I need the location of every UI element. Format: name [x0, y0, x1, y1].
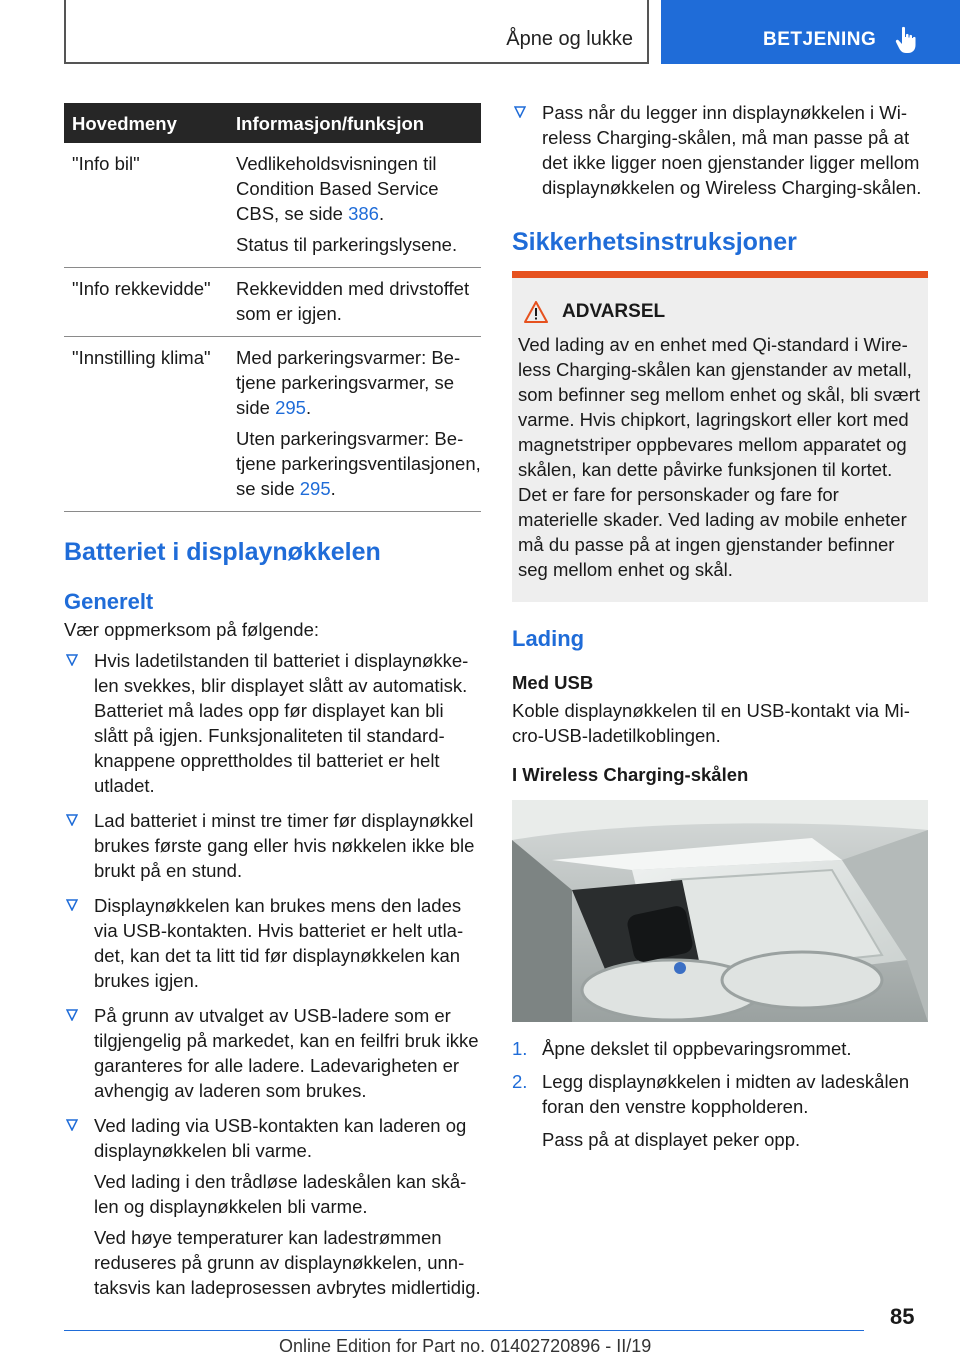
info-text: . [378, 203, 385, 224]
info-text: Uten parkeringsvarmer: Betjene parkeringsventilasjonen, se side [236, 428, 481, 499]
warning-triangle-icon [524, 301, 548, 323]
step-number: 2. [512, 1071, 528, 1092]
page-reference-link[interactable]: 295 [299, 478, 331, 499]
list-item [512, 100, 928, 200]
header-section-box [661, 0, 960, 64]
page-header [0, 0, 960, 66]
usb-title: Med USB [512, 672, 594, 693]
footer-divider [64, 1330, 864, 1331]
table-header-cell: Informasjon/funksjon [228, 103, 481, 143]
table-row [64, 337, 481, 512]
step-text: Legg displaynøkkelen i midten av ladeskålen foran den venstre koppholderen. [542, 1071, 910, 1117]
step-number: 1. [512, 1038, 528, 1059]
right-column [512, 100, 928, 1160]
wireless-charging-tray-image [512, 800, 928, 1022]
header-subsection: Åpne og lukke [506, 28, 633, 50]
info-cell [228, 143, 481, 268]
list-item [64, 648, 481, 798]
table-row [64, 143, 481, 268]
triangle-bullet-icon [66, 814, 78, 826]
info-paragraph [236, 151, 481, 226]
info-paragraph [236, 426, 481, 501]
list-item [64, 808, 481, 883]
warning-text: Ved lading av en enhet med Qi-standard i Wireless Charging-skålen kan gjenstander av metall, som befinner seg mellom enhet og skål, bli svært varme. Hvis chipkort, lagringskort eller kort med magnetstriper oppbevares mellom apparatet og skålen, kan dette påvirke funksjonen til kortet. Det er fare for personskader og fare for materielle skader. Ved lading av mobile enheter må du passe på at ingen gjenstander befinner seg mellom enhet og skål. [518, 334, 921, 580]
header-section: BETJENING [763, 29, 877, 50]
info-text: Med parkeringsvarmer: Betjene parkeringsvarmer, se side [236, 347, 461, 418]
info-text: Rekkevidden med drivstoffet som er igjen. [236, 278, 470, 324]
warning-label: ADVARSEL [562, 301, 666, 322]
list-item-text: Displaynøkkelen kan brukes mens den lades via USB-kontakten. Hvis batteriet er helt utladet, kan det ta litt tid før displaynøkkelen kan brukes igjen. [94, 895, 464, 991]
pointing-hand-icon [895, 26, 917, 54]
warning-box [512, 271, 928, 602]
list-item [64, 1113, 481, 1300]
header-subsection-box [64, 0, 649, 64]
subsection-title-lading: Lading [512, 626, 585, 651]
info-text: . [330, 478, 336, 499]
list-item-text: Ved lading via USB-kontakten kan laderen og displaynøkkelen bli varme. [94, 1115, 467, 1161]
menu-cell: "Innstilling klima" [64, 337, 228, 512]
footer-edition: Online Edition for Part no. 01402720896 - II/19 [279, 1336, 652, 1356]
info-paragraph [236, 232, 481, 257]
menu-cell: "Info bil" [64, 143, 228, 268]
triangle-bullet-icon [66, 899, 78, 911]
info-cell [228, 337, 481, 512]
page-reference-link[interactable]: 386 [348, 203, 379, 224]
info-cell [228, 268, 481, 337]
info-text: . [305, 397, 312, 418]
step-text: Pass på at displayet peker opp. [542, 1129, 801, 1150]
step-item [512, 1036, 928, 1061]
battery-bullet-list-continued [512, 100, 928, 200]
triangle-bullet-icon [66, 1009, 78, 1021]
page-number: 85 [890, 1304, 915, 1329]
triangle-bullet-icon [66, 1119, 78, 1131]
menu-cell: "Info rekkevidde" [64, 268, 228, 337]
triangle-bullet-icon [66, 654, 78, 666]
info-text: Vedlikeholdsvisningen til Condition Based Service CBS, se side [236, 153, 439, 224]
list-item-text: Ved lading i den trådløse ladeskålen kan skålen og displaynøkkelen bli varme. [94, 1171, 467, 1217]
list-item-text: På grunn av utvalget av USB-ladere som er tilgjengelig på markedet, kan en feilfri bruk ikke garanteres for alle ladere. Ladevarigheten er avhengig av laderen som brukes. [94, 1005, 479, 1101]
list-item-text: Pass når du legger inn displaynøkkelen i Wireless Charging-skålen, må man passe på at det ikke ligger noen gjenstander ligger mellom displaynøkkelen og Wireless Charging-skålen. [542, 102, 922, 198]
section-title-battery: Batteriet i displaynøkkelen [64, 538, 381, 566]
info-paragraph [236, 276, 481, 326]
table-body [64, 143, 481, 512]
table-header-row [64, 103, 481, 143]
table-row [64, 268, 481, 337]
step-item [512, 1069, 928, 1152]
table-header-cell: Hovedmeny [64, 103, 228, 143]
subsection-title-general: Generelt [64, 589, 154, 614]
info-text: Status til parkeringslysene. [236, 234, 458, 255]
list-item-text: Ved høye temperaturer kan ladestrømmen reduseres på grunn av displaynøkkelen, unntaksvis kan ladeprosessen avbrytes midlertidig. [94, 1227, 481, 1298]
list-item-text: Hvis ladetilstanden til batteriet i displaynøkkelen svekkes, blir displayet slått av automatisk. Batteriet må lades opp før displayet kan bli slått på igjen. Funksjonaliteten til standardknappene opprettholdes til batteriet er helt utladet. [94, 650, 469, 796]
triangle-bullet-icon [514, 106, 526, 118]
battery-bullet-list [64, 648, 481, 1300]
list-item [64, 1003, 481, 1103]
section-title-safety: Sikkerhetsinstruksjoner [512, 228, 797, 256]
list-item-text: Lad batteriet i minst tre timer før displaynøkkel brukes første gang eller hvis nøkkelen ikke ble brukt på en stund. [94, 810, 475, 881]
info-paragraph [236, 345, 481, 420]
left-column [64, 103, 481, 1310]
warning-header [524, 298, 922, 326]
list-item [64, 893, 481, 993]
menu-table [64, 103, 481, 512]
wireless-title: I Wireless Charging-skålen [512, 764, 749, 785]
steps-list [512, 1036, 928, 1152]
usb-text: Koble displaynøkkelen til en USB-kontakt via Micro-USB-ladetilkoblingen. [512, 700, 910, 746]
battery-intro: Vær oppmerksom på følgende: [64, 619, 320, 640]
step-text: Åpne dekslet til oppbevaringsrommet. [542, 1038, 852, 1059]
page-reference-link[interactable]: 295 [275, 397, 306, 418]
